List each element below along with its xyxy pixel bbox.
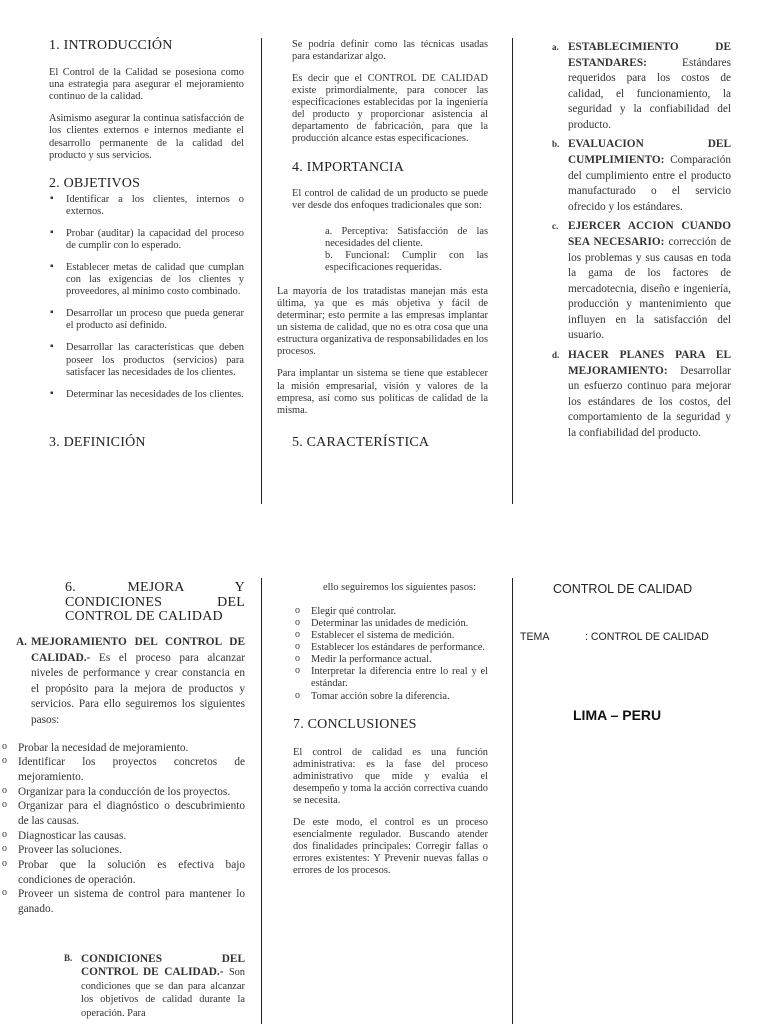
tema-label: TEMA <box>520 631 550 643</box>
section-title-mejora: 6. MEJORA Y CONDICIONES DEL CONTROL DE CALIDAD <box>65 580 245 625</box>
mejora-paso-item: o Organizar para el diagnóstico o descubrimiento de las causas. <box>0 799 245 828</box>
mejora-paso-item: o Identificar los proyectos concretos de mejoramiento. <box>0 755 245 784</box>
condiciones-continuation: ello seguiremos los siguientes pasos: <box>323 582 476 593</box>
objetivos-list <box>49 194 244 401</box>
caracteristica-head: EVALUACION DEL CUMPLIMIENTO: <box>568 138 731 167</box>
objetivo-item: ▪ Desarrollar un proceso que pueda generar el producto así definido. <box>49 308 244 332</box>
cover-title: CONTROL DE CALIDAD <box>553 582 693 596</box>
condicion-paso-item: o Interpretar la diferencia entre lo real y el estándar. <box>293 666 488 690</box>
intro-paragraph-2: Asimismo asegurar la continua satisfacción de los clientes externos e internos mediante el desarrollo permanente de la calidad del producto y sus servicios. <box>49 113 244 161</box>
caracteristica-item <box>552 137 731 215</box>
caracteristica-head: HACER PLANES PARA EL MEJORAMIENTO: <box>568 348 731 377</box>
mejora-paso-item: o Probar que la solución es efectiva bajo condiciones de operación. <box>0 858 245 887</box>
mejoramiento-text: Es el proceso para alcanzar niveles de performance y crear constancia en el propósito para la mejora de productos y servicios. Para ello seguiremos los siguientes pasos: <box>31 651 245 726</box>
condicion-paso-item: o Establecer el sistema de medición. <box>293 630 488 642</box>
caracteristica-text: Comparación del cumplimiento entre el producto manufacturado o el servicio ofrecido y los estándares. <box>568 154 731 213</box>
page1-column-3 <box>552 40 731 445</box>
section-title-objetivos: 2. OBJETIVOS <box>49 175 141 191</box>
caracteristica-text: corrección de los problemas y sus causas en toda la gama de los factores de mercadotecnia, diseño e ingeniería, producción y mantenimiento que influyen en la satisfacción del usuario. <box>568 235 732 342</box>
section-title-introduccion: 1. INTRODUCCIÓN <box>49 38 173 53</box>
condiciones-head: CONDICIONES DEL CONTROL DE CALIDAD.- <box>81 952 245 979</box>
caracteristicas-list <box>552 40 731 441</box>
caracteristica-marker: c. <box>552 221 559 232</box>
objetivo-item: ▪ Identificar a los clientes, internos o externos. <box>49 194 244 218</box>
condicion-paso-item: o Tomar acción sobre la diferencia. <box>293 691 488 703</box>
column-divider <box>512 578 513 1024</box>
enfoque-b: b. Funcional: Cumplir con las especificaciones requeridas. <box>325 249 488 274</box>
caracteristica-marker: d. <box>552 349 560 360</box>
condiciones-marker: B. <box>64 952 73 963</box>
definicion-paragraph-1: Se podría definir como las técnicas usadas para estandarizar algo. <box>292 39 488 63</box>
mejora-pasos-list <box>0 741 245 917</box>
section-title-importancia: 4. IMPORTANCIA <box>292 159 405 175</box>
caracteristica-item <box>552 348 731 441</box>
mejora-paso-item: o Organizar para la conducción de los proyectos. <box>0 785 245 800</box>
mejoramiento-marker: A. <box>16 636 27 649</box>
definicion-paragraph-2: Es decir que el CONTROL DE CALIDAD existe primordialmente, para conocer las especificaciones establecidas por la ingeniería del producto y proporcionar asistencia al departamento de fabricación, para que la producción alcance estas especificaciones. <box>292 73 488 145</box>
objetivo-item: ▪ Establecer metas de calidad que cumplan con las exigencias de los clientes y proveedores, al mínimo costo combinado. <box>49 262 244 298</box>
page2-column-2 <box>293 582 488 887</box>
caracteristica-head: EJERCER ACCION CUANDO SEA NECESARIO: <box>568 220 731 248</box>
conclusiones-paragraph-1: El control de calidad es una función administrativa: es la fase del proceso administrativo que mide y evalúa el desempeño y toma la acción correctiva cuando se necesita. <box>293 746 488 807</box>
condicion-paso-item: o Determinar las unidades de medición. <box>293 618 488 630</box>
column-divider <box>261 578 262 1024</box>
section-title-conclusiones: 7. CONCLUSIONES <box>293 716 417 732</box>
importancia-paragraph-3: Para implantar un sistema se tiene que establecer la misión empresarial, visión y valores de la empresa, así como sus políticas de calidad de la misma. <box>277 368 488 416</box>
caracteristica-head: ESTABLECIMIENTO DE ESTANDARES: <box>568 41 731 69</box>
caracteristica-marker: b. <box>552 139 560 150</box>
column-divider <box>261 38 262 504</box>
mejora-paso-item: o Diagnosticar las causas. <box>0 829 245 844</box>
importancia-paragraph-1: El control de calidad de un producto se puede ver desde dos enfoques tradicionales que son: <box>292 187 488 211</box>
condiciones-text: Son condiciones que se dan para alcanzar los objetivos de calidad durante la operación. Para <box>81 967 245 1019</box>
tema-value: : CONTROL DE CALIDAD <box>585 631 709 643</box>
mejora-paso-item: o Proveer las soluciones. <box>0 843 245 858</box>
condicion-paso-item: o Medir la performance actual. <box>293 654 488 666</box>
conclusiones-paragraph-2: De este modo, el control es un proceso esencialmente regulador. Buscando atender dos finalidades principales: Corregir fallas o errores existentes: Y Prevenir nuevas fallas o errores de los procesos. <box>293 817 488 877</box>
mejora-paso-item: o Probar la necesidad de mejoramiento. <box>0 741 245 756</box>
enfoque-a: a. Perceptiva: Satisfacción de las necesidades del cliente. <box>325 225 488 249</box>
intro-paragraph-1: El Control de la Calidad se posesiona como una estrategia para asegurar el mejoramiento continuo de la calidad. <box>49 67 244 103</box>
condicion-paso-item: o Elegir qué controlar. <box>293 606 488 618</box>
mejoramiento-item <box>17 635 245 728</box>
caracteristica-text: Desarrollar un esfuerzo continuo para mejorar los estándares de los costos, del comportamiento de la seguridad y la confiabilidad del producto. <box>568 364 731 439</box>
objetivo-item: ▪ Probar (auditar) la capacidad del proceso de cumplir con lo esperado. <box>49 228 244 252</box>
mejora-paso-item: o Proveer un sistema de control para mantener lo ganado. <box>0 887 245 916</box>
caracteristica-item <box>552 219 731 344</box>
condicion-paso-item: o Establecer los estándares de performance. <box>293 642 488 654</box>
caracteristica-marker: a. <box>552 42 559 52</box>
importancia-paragraph-2: La mayoría de los tratadistas manejan más esta última, ya que es más objetiva y fácil de determinar; esto permite a las empresas implantar un sistema de calidad, que no es otra cosa que una estructura organizativa de responsabilidades en los procesos. <box>277 286 488 358</box>
page1-column-1 <box>49 38 244 459</box>
caracteristica-text: Estándares requeridos para los costos de calidad, el funcionamiento, la seguridad y la confiabilidad del producto. <box>568 56 731 131</box>
section-title-definicion: 3. DEFINICIÓN <box>49 434 146 450</box>
condiciones-pasos-list <box>293 606 488 703</box>
objetivo-item: ▪ Desarrollar las características que deben poseer los productos (servicios) para satisfacer las necesidades de los clientes. <box>49 342 244 378</box>
page2-column-1 <box>17 581 245 1020</box>
caracteristica-item <box>552 40 731 133</box>
section-title-caracteristica: 5. CARACTERÍSTICA <box>292 434 430 450</box>
condiciones-item <box>17 953 245 1021</box>
page1-column-2 <box>277 39 488 459</box>
column-divider <box>512 38 513 504</box>
objetivo-item: ▪ Determinar las necesidades de los clientes. <box>49 389 244 401</box>
mejoramiento-head: MEJORAMIENTO DEL CONTROL DE CALIDAD.- <box>31 636 245 664</box>
city-label: LIMA – PERU <box>573 707 662 723</box>
